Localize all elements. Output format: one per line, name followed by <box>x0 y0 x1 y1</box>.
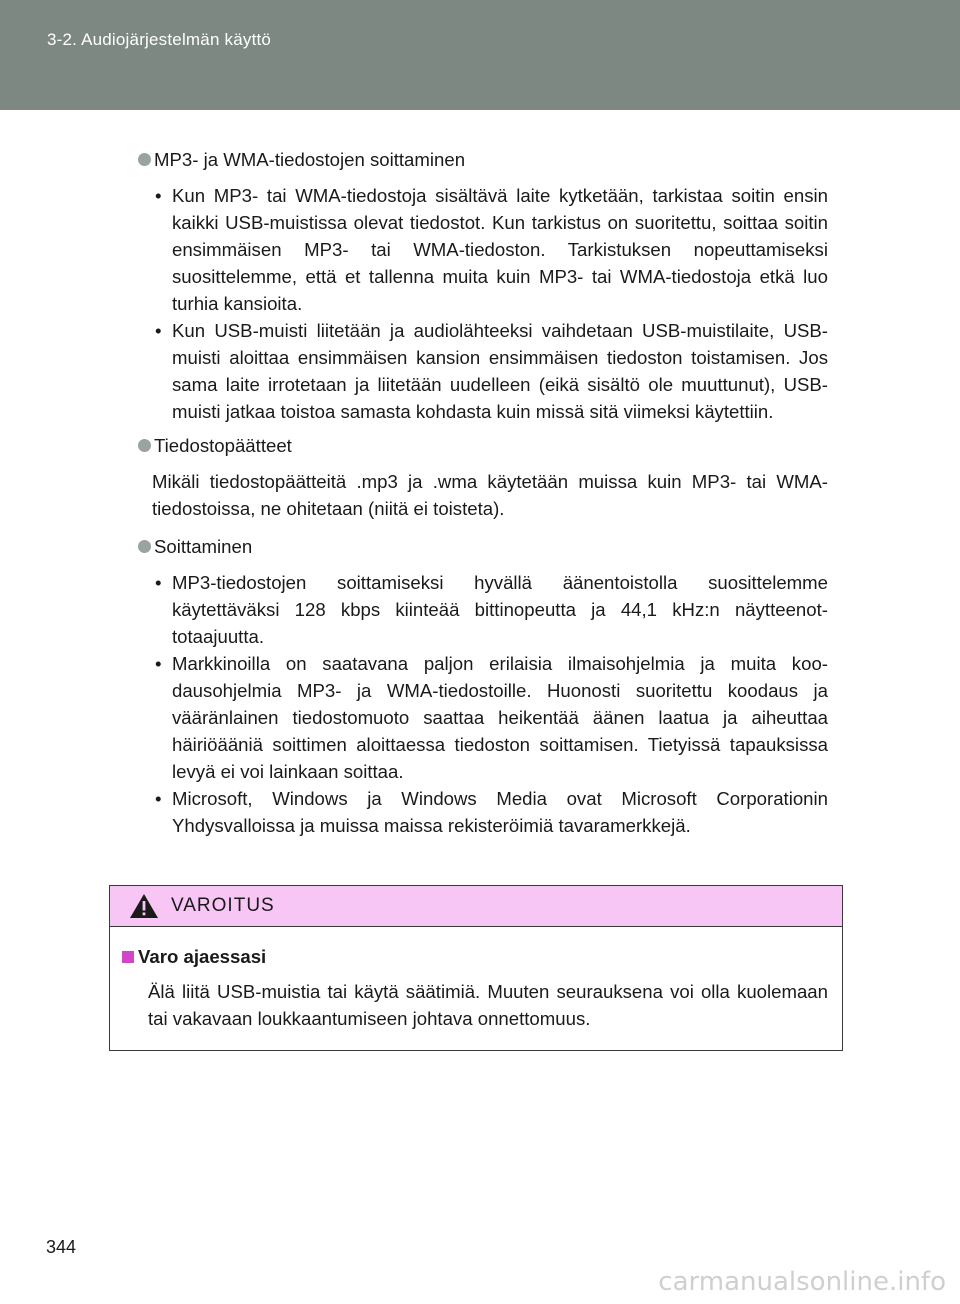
warning-subtitle: Varo ajaessasi <box>138 946 267 967</box>
main-content <box>138 146 828 846</box>
section-title: Soittaminen <box>154 536 253 557</box>
warning-triangle-icon <box>129 893 159 919</box>
circle-bullet-icon <box>138 439 151 452</box>
warning-box <box>109 885 843 1051</box>
bullet-list <box>138 182 828 425</box>
circle-bullet-icon <box>138 153 151 166</box>
section-paragraph: Mikäli tiedostopäätteitä .mp3 ja .wma käytetään muissa kuin MP3- tai WMA-tiedostoissa, ne ohitetaan (niitä ei toisteta). <box>152 471 828 519</box>
warning-text: Älä liitä USB-muistia tai käytä säätimiä. Muuten seurauksena voi olla kuolemaan tai vakavaan loukkaantumiseen johtava onnettomuus. <box>148 981 828 1029</box>
warning-body <box>110 927 842 1032</box>
chapter-title: 3-2. Audiojärjestelmän käyttö <box>47 30 272 49</box>
section-title: Tiedostopäätteet <box>154 435 292 456</box>
warning-title: VAROITUS <box>171 895 275 916</box>
square-bullet-icon <box>122 951 134 963</box>
section-heading <box>138 533 828 560</box>
watermark: carmanualsonline.info <box>658 1267 946 1297</box>
header-band <box>0 0 960 110</box>
section-heading <box>138 432 828 459</box>
list-item: • Markkinoilla on saatavana paljon erilaisia ilmaisohjelmia ja muita koodausohjelmia MP3- ja WMA-tiedostoille. Huonosti suoritettu koodaus ja vääränlainen tiedostomuoto saattaa heikentää äänen laatua ja aiheuttaa häiriöääniä soittimen aloittaessa tiedoston soittamisen. Tietyissä tapauksissa levyä ei voi lainkaan soittaa. <box>155 653 828 782</box>
list-item: • Microsoft, Windows ja Windows Media ovat Microsoft Corporationin Yhdysvalloissa ja muissa maissa rekisteröimiä tavaramerkkejä. <box>155 788 828 836</box>
list-item: • MP3-tiedostojen soittamiseksi hyvällä äänentoistolla suosittelemme käytettäväksi 128 kbps kiinteää bittinopeutta ja 44,1 kHz:n näytteenottotaajuutta. <box>155 572 828 647</box>
page-number: 344 <box>46 1237 77 1257</box>
section-heading <box>138 146 828 173</box>
list-item: • Kun MP3- tai WMA-tiedostoja sisältävä laite kytketään, tarkistaa soitin ensin kaikki USB-muistissa olevat tiedostot. Kun tarkistus on suoritettu, soittaa soitin ensimmäisen MP3- tai WMA-tiedoston. Tarkistuksen nopeuttamiseksi suosittelemme, että et tallenna muita kuin MP3- tai WMA-tiedostoja etkä luo turhia kansioita. <box>155 185 828 314</box>
bullet-list <box>138 569 828 839</box>
warning-header <box>110 886 842 927</box>
list-item: • Kun USB-muisti liitetään ja audiolähteeksi vaihdetaan USB-muistilaite, USB-muisti aloittaa ensimmäisen kansion ensimmäisen tiedoston toistamisen. Jos sama laite irrotetaan ja liitetään uudelleen (eikä sisältö ole muuttunut), USB-muisti jatkaa toistoa samasta kohdasta kuin missä sitä viimeksi käytettiin. <box>155 320 828 422</box>
warning-subheading <box>122 943 828 970</box>
circle-bullet-icon <box>138 540 151 553</box>
section-title: MP3- ja WMA-tiedostojen soittaminen <box>154 149 466 170</box>
